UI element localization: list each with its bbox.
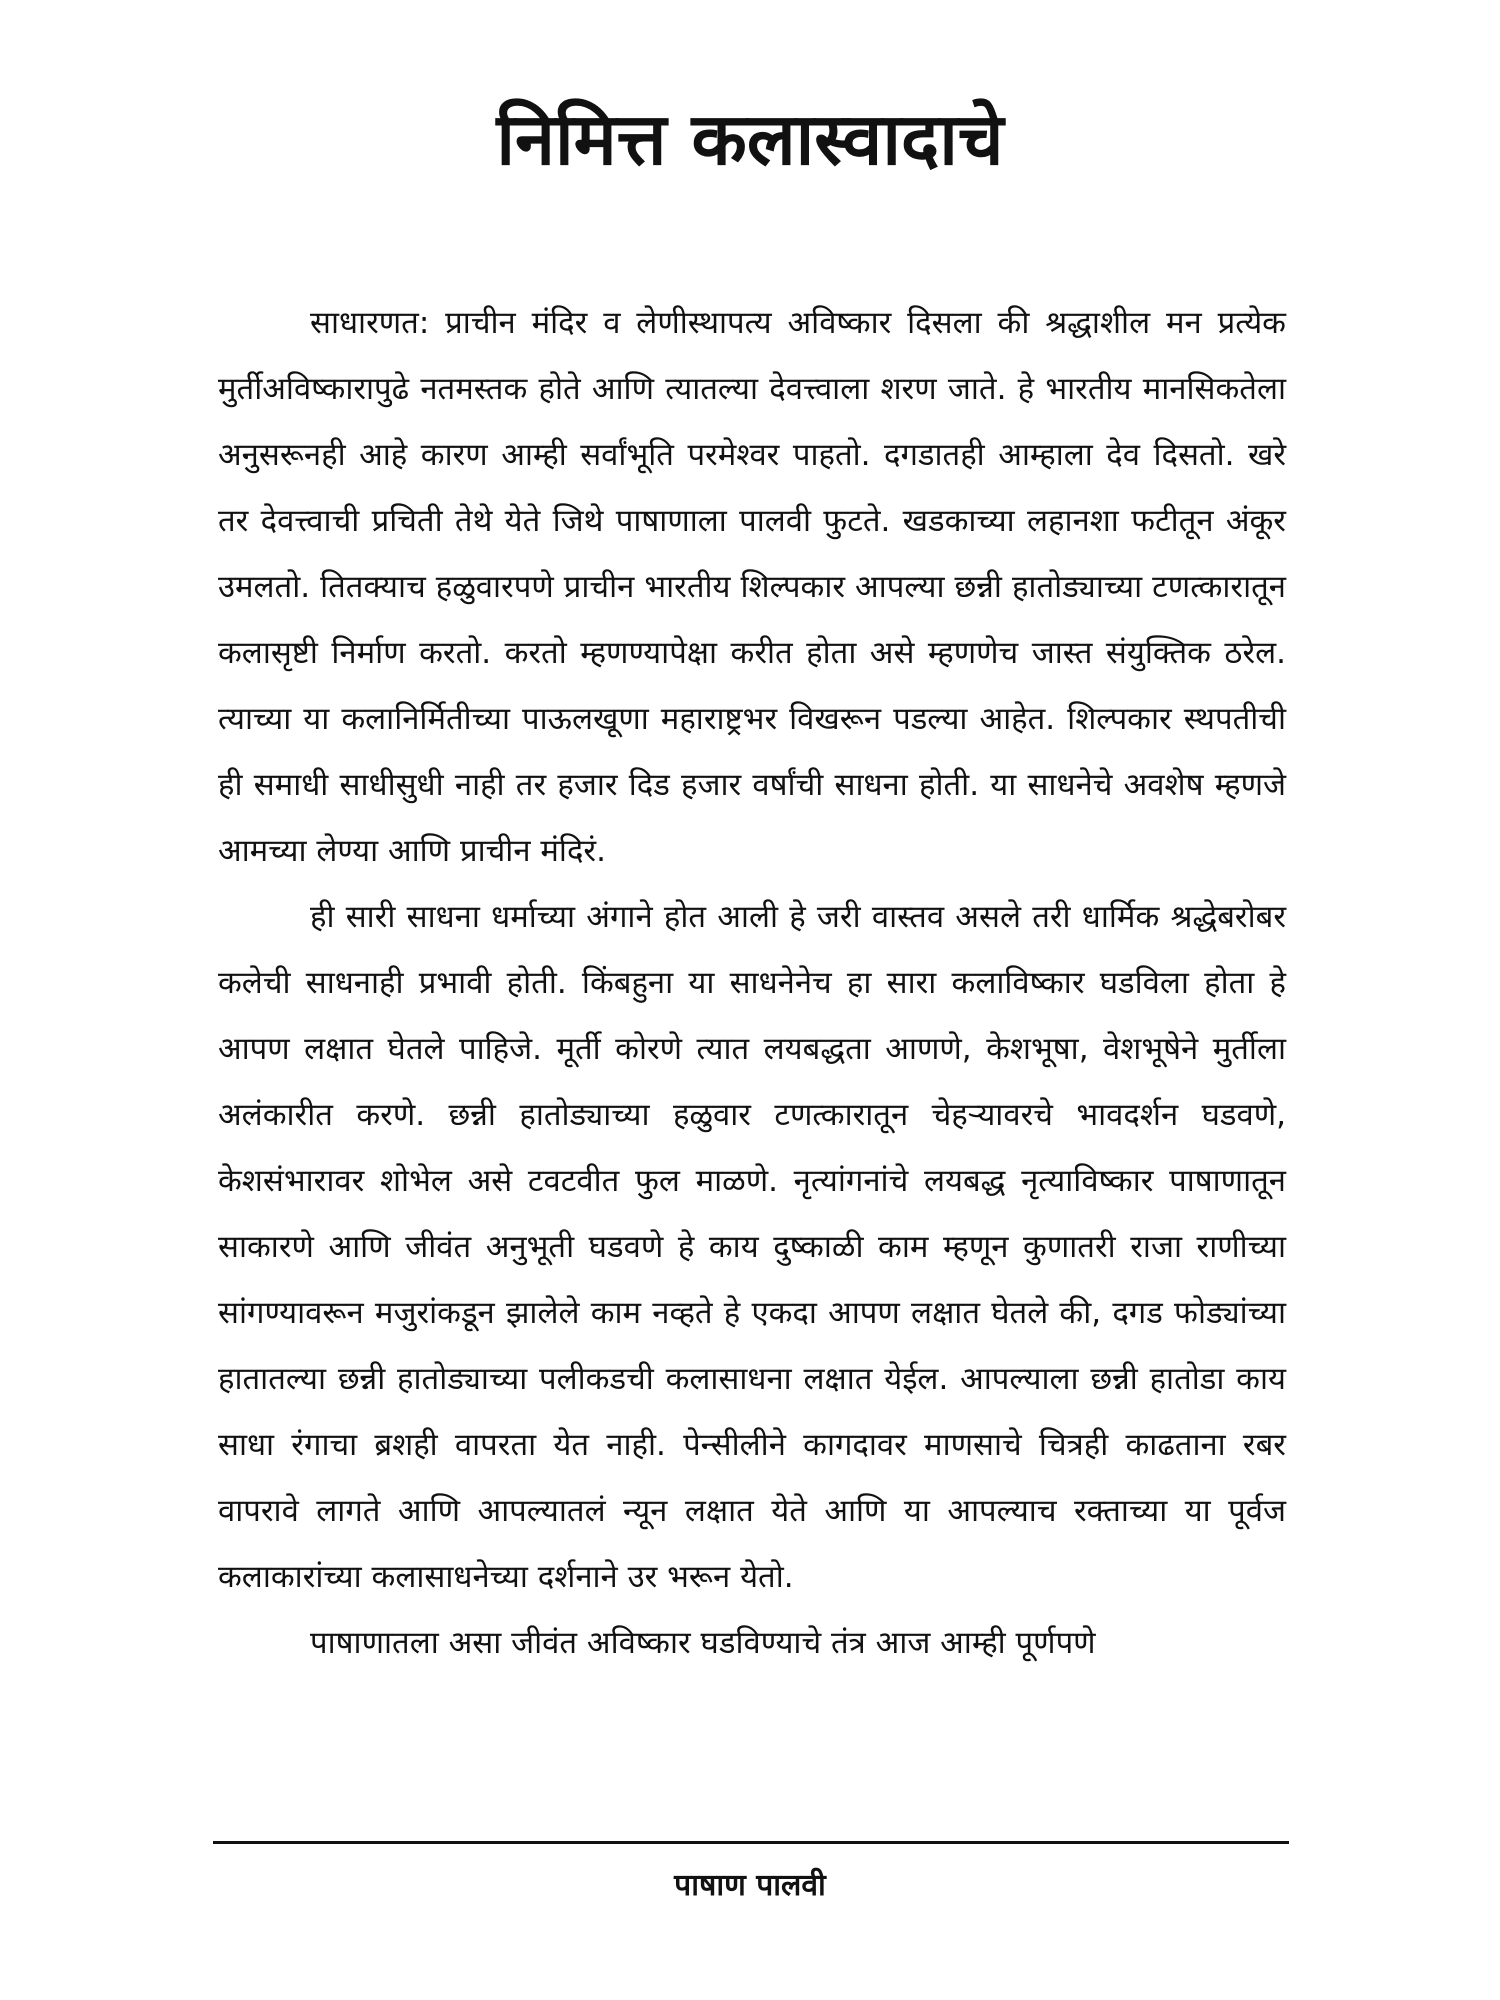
- paragraph-2: ही सारी साधना धर्माच्या अंगाने होत आली हे जरी वास्तव असले तरी धार्मिक श्रद्धेबरोबर कलेची साधनाही प्रभावी होती. किंबहुना या साधनेनेच हा सारा कलाविष्कार घडविला होता हे आपण लक्षात घेतले पाहिजे. मूर्ती कोरणे त्यात लयबद्धता आणणे, केशभूषा, वेशभूषेने मुर्तीला अलंकारीत करणे. छन्नी हातोड्याच्या हळुवार टणत्कारातून चेहऱ्यावरचे भावदर्शन घडवणे, केशसंभारावर शोभेल असे टवटवीत फुल माळणे. नृत्यांगनांचे लयबद्ध नृत्याविष्कार पाषाणातून साकारणे आणि जीवंत अनुभूती घडवणे हे काय दुष्काळी काम म्हणून कुणातरी राजा राणीच्या सांगण्यावरून मजुरांकडून झालेले काम नव्हते हे एकदा आपण लक्षात घेतले की, दगड फोड्यांच्या हातातल्या छन्नी हातोड्याच्या पलीकडची कलासाधना लक्षात येईल. आपल्याला छन्नी हातोडा काय साधा रंगाचा ब्रशही वापरता येत नाही. पेन्सीलीने कागदावर माणसाचे चित्रही काढताना रबर वापरावे लागते आणि आपल्यातलं न्यून लक्षात येते आणि या आपल्याच रक्ताच्या या पूर्वज कलाकारांच्या कलासाधनेच्या दर्शनाने उर भरून येतो.: [218, 899, 1286, 1595]
- footer-divider: [213, 1841, 1289, 1844]
- paragraph-3: पाषाणातला असा जीवंत अविष्कार घडविण्याचे तंत्र आज आम्ही पूर्णपणे: [310, 1625, 1096, 1661]
- paragraph-1: साधारणत: प्राचीन मंदिर व लेणीस्थापत्य अविष्कार दिसला की श्रद्धाशील मन प्रत्येक मुर्तीअविष्कारापुढे नतमस्तक होते आणि त्यातल्या देवत्त्वाला शरण जाते. हे भारतीय मानसिकतेला अनुसरूनही आहे कारण आम्ही सर्वांभूति परमेश्वर पाहतो. दगडातही आम्हाला देव दिसतो. खरे तर देवत्त्वाची प्रचिती तेथे येते जिथे पाषाणाला पालवी फुटते. खडकाच्या लहानशा फटीतून अंकूर उमलतो. तितक्याच हळुवारपणे प्राचीन भारतीय शिल्पकार आपल्या छन्नी हातोड्याच्या टणत्कारातून कलासृष्टी निर्माण करतो. करतो म्हणण्यापेक्षा करीत होता असे म्हणणेच जास्त संयुक्तिक ठरेल. त्याच्या या कलानिर्मितीच्या पाऊलखूणा महाराष्ट्रभर विखरून पडल्या आहेत. शिल्पकार स्थपतीची ही समाधी साधीसुधी नाही तर हजार दिड हजार वर्षांची साधना होती. या साधनेचे अवशेष म्हणजे आमच्या लेण्या आणि प्राचीन मंदिरं.: [218, 305, 1286, 869]
- book-title-footer: पाषाण पालवी: [674, 1868, 826, 1903]
- page-title: निमित्त कलास्वादाचे: [496, 97, 1004, 181]
- article-body: [218, 290, 1286, 1676]
